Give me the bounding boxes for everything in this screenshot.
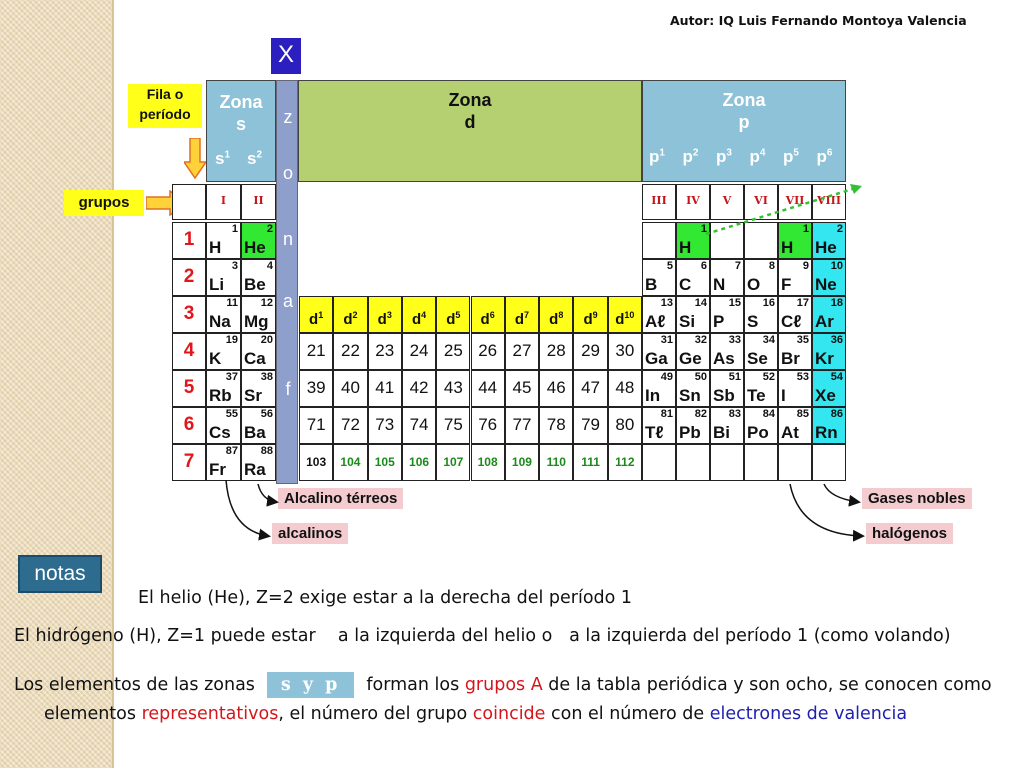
atomic-number: 78 (546, 415, 566, 434)
atomic-number: 21 (306, 341, 326, 360)
atomic-number: 106 (409, 455, 430, 469)
atomic-number: 105 (374, 455, 395, 469)
zone-s-header (206, 80, 276, 182)
fila-periodo-callout: Fila o período (128, 84, 202, 128)
element-cell (778, 259, 812, 296)
d-sublevel-header: $d^9$ (573, 296, 607, 333)
element-cell (744, 296, 778, 333)
group-number: I (220, 194, 227, 207)
element-cell (241, 222, 276, 259)
atomic-number: 48 (615, 378, 635, 397)
atomic-number: 9 (802, 260, 809, 272)
element-symbol: Kr (815, 349, 834, 368)
element-symbol: Na (209, 312, 231, 331)
period-number: 1 (183, 229, 195, 250)
period-number: 7 (183, 451, 195, 472)
atomic-number: 110 (546, 455, 566, 469)
atomic-number: 26 (478, 341, 498, 360)
halogenos-label: halógenos (866, 523, 953, 544)
element-symbol: S (747, 312, 759, 331)
atomic-number: 1 (802, 223, 809, 235)
zone-s-letter: s (235, 114, 246, 134)
group-number: VIII (817, 194, 841, 207)
atomic-number: 4 (266, 260, 273, 272)
element-symbol: In (645, 386, 661, 405)
element-symbol: Li (209, 275, 225, 294)
d-sublevel-header: $d^7$ (505, 296, 539, 333)
atomic-number: 32 (694, 334, 707, 346)
zone-f-strip (276, 80, 298, 484)
atomic-number: 31 (660, 334, 673, 346)
atomic-number: 25 (443, 341, 463, 360)
zone-f-letter: n (282, 229, 293, 249)
element-symbol: F (781, 275, 792, 294)
note-helium: El helio (He), Z=2 exige estar a la derecha del período 1 (138, 588, 633, 608)
element-cell (241, 259, 276, 296)
atomic-number: 112 (615, 455, 635, 469)
period-number: 2 (183, 266, 195, 287)
element-symbol: Xe (815, 386, 836, 405)
atomic-number: 39 (306, 378, 326, 397)
element-symbol: Te (747, 386, 766, 405)
d-sublevel-header: $d^8$ (539, 296, 573, 333)
element-cell (642, 370, 676, 407)
element-cell (206, 407, 241, 444)
atomic-number: 19 (225, 334, 238, 346)
d-sublevel-header: $d^5$ (436, 296, 470, 333)
note-valence: elementos representativos, el número del grupo coincide con el número de electrones de valencia (44, 704, 908, 724)
atomic-number: 18 (830, 297, 843, 309)
element-cell (642, 296, 676, 333)
element-cell (744, 259, 778, 296)
element-symbol: Aℓ (645, 312, 666, 331)
element-cell (710, 296, 744, 333)
down-arrow-icon (184, 138, 206, 180)
s1-label: $s^1$ (215, 149, 231, 168)
grupos-callout: grupos (64, 190, 144, 216)
atomic-number: 34 (762, 334, 775, 346)
zone-p-letter: p (738, 112, 750, 132)
element-symbol: Mg (244, 312, 269, 331)
element-symbol: At (781, 423, 799, 442)
atomic-number: 47 (581, 378, 600, 397)
atomic-number: 50 (694, 371, 707, 383)
element-cell (206, 370, 241, 407)
element-cell (642, 333, 676, 370)
corner-cell (172, 184, 206, 220)
alcalinos-label: alcalinos (272, 523, 348, 544)
atomic-number: 56 (260, 408, 273, 420)
atomic-number: 41 (375, 378, 395, 397)
element-cell (744, 370, 778, 407)
p-sublevel-label: $p^4$ (749, 147, 766, 166)
atomic-number: 75 (443, 415, 463, 434)
element-cell (778, 370, 812, 407)
atomic-number: 24 (409, 341, 429, 360)
element-cell (241, 370, 276, 407)
alcalino-terreos-label: Alcalino térreos (278, 488, 403, 509)
group-number: V (722, 194, 732, 207)
atomic-number: 36 (830, 334, 843, 346)
element-symbol: H (781, 238, 794, 257)
element-symbol: P (713, 312, 725, 331)
zone-f-letter: z (283, 107, 293, 127)
atomic-number: 23 (375, 341, 395, 360)
element-symbol: O (747, 275, 761, 294)
element-cell (241, 407, 276, 444)
element-symbol: Rb (209, 386, 232, 405)
d-sublevel-header: $d^6$ (471, 296, 505, 333)
element-cell (206, 259, 241, 296)
atomic-number: 81 (660, 408, 673, 420)
atomic-number: 52 (762, 371, 775, 383)
element-cell (676, 296, 710, 333)
element-cell (206, 333, 241, 370)
element-cell (812, 259, 846, 296)
group-number: VII (785, 194, 805, 207)
atomic-number: 54 (830, 371, 843, 383)
s2-label: $s^2$ (247, 149, 263, 168)
group-number: VI (754, 194, 768, 207)
element-cell (778, 296, 812, 333)
atomic-number: 27 (512, 341, 532, 360)
element-symbol: Po (747, 423, 769, 442)
zone-p-title: Zona (722, 90, 766, 110)
atomic-number: 79 (581, 415, 600, 434)
period-number: 5 (183, 377, 195, 398)
element-symbol: B (645, 275, 658, 294)
element-symbol: Si (679, 312, 696, 331)
atomic-number: 77 (512, 415, 532, 434)
atomic-number: 45 (512, 378, 532, 397)
element-cell (812, 333, 846, 370)
element-symbol: Br (781, 349, 800, 368)
atomic-number: 111 (581, 455, 600, 469)
zone-p-header (642, 80, 846, 182)
atomic-number: 42 (409, 378, 429, 397)
atomic-number: 87 (225, 445, 238, 457)
atomic-number: 10 (830, 260, 843, 272)
atomic-number: 107 (443, 455, 464, 469)
atomic-number: 49 (660, 371, 673, 383)
zone-f-letter: a (282, 291, 293, 311)
atomic-number: 55 (225, 408, 238, 420)
atomic-number: 1 (231, 223, 238, 235)
element-symbol: Ba (244, 423, 266, 442)
atomic-number: 51 (728, 371, 741, 383)
element-symbol: Tℓ (645, 423, 664, 442)
atomic-number: 53 (796, 371, 809, 383)
zone-s-title: Zona (219, 92, 263, 112)
atomic-number: 6 (700, 260, 707, 272)
atomic-number: 5 (666, 260, 673, 272)
atomic-number: 104 (340, 455, 361, 469)
atomic-number: 29 (581, 341, 600, 360)
atomic-number: 80 (615, 415, 635, 434)
element-symbol: Fr (209, 460, 226, 479)
period-number: 3 (183, 303, 195, 324)
atomic-number: 14 (694, 297, 707, 309)
atomic-number: 109 (511, 455, 532, 469)
element-symbol: Pb (679, 423, 701, 442)
element-cell (676, 333, 710, 370)
element-cell (778, 407, 812, 444)
element-cell (744, 407, 778, 444)
element-symbol: Ca (244, 349, 266, 368)
zone-f-letter: f (285, 379, 291, 399)
atomic-number: 8 (768, 260, 775, 272)
element-symbol: Se (747, 349, 768, 368)
atomic-number: 38 (260, 371, 273, 383)
element-symbol: Sr (244, 386, 262, 405)
atomic-number: 30 (615, 341, 635, 360)
note-representative: Los elementos de las zonas s y p forman los grupos A de la tabla periódica y son ocho, se conocen como (14, 672, 992, 698)
element-symbol: Bi (713, 423, 730, 442)
atomic-number: 35 (796, 334, 809, 346)
element-cell (812, 296, 846, 333)
author-credit: Autor: IQ Luis Fernando Montoya Valencia (670, 13, 967, 28)
element-cell (206, 222, 241, 259)
element-symbol: Ra (244, 460, 266, 479)
sidebar-edge (112, 0, 114, 768)
element-cell (812, 407, 846, 444)
gases-nobles-label: Gases nobles (862, 488, 972, 509)
zone-f-letter: o (282, 163, 293, 183)
element-symbol: As (713, 349, 735, 368)
atomic-number: 73 (375, 415, 395, 434)
atomic-number: 108 (477, 455, 498, 469)
p-sublevel-label: $p^3$ (716, 147, 732, 166)
element-symbol: Cℓ (781, 312, 802, 331)
element-cell (642, 259, 676, 296)
atomic-number: 83 (728, 408, 741, 420)
element-symbol: H (679, 238, 692, 257)
atomic-number: 71 (306, 415, 326, 434)
atomic-number: 40 (340, 378, 360, 397)
element-symbol: I (781, 386, 786, 405)
atomic-number: 46 (546, 378, 566, 397)
atomic-number: 72 (340, 415, 360, 434)
atomic-number: 28 (546, 341, 566, 360)
atomic-number: 85 (796, 408, 809, 420)
element-symbol: Ne (815, 275, 837, 294)
element-cell (710, 407, 744, 444)
element-cell (710, 333, 744, 370)
element-symbol: Sn (679, 386, 701, 405)
atomic-number: 44 (478, 378, 498, 397)
element-cell (778, 333, 812, 370)
element-symbol: Cs (209, 423, 231, 442)
hydrogen-move-arrow (700, 180, 870, 240)
element-symbol: Rn (815, 423, 838, 442)
element-symbol: He (815, 238, 837, 257)
atomic-number: 20 (260, 334, 273, 346)
atomic-number: 33 (728, 334, 741, 346)
atomic-number: 37 (225, 371, 238, 383)
atomic-number: 16 (762, 297, 775, 309)
element-cell (676, 407, 710, 444)
d-sublevel-header: $d^4$ (402, 296, 436, 333)
element-cell (206, 296, 241, 333)
element-cell (744, 333, 778, 370)
linen-sidebar (0, 0, 112, 768)
element-symbol: He (244, 238, 266, 257)
atomic-number: 11 (226, 297, 238, 309)
element-cell (812, 370, 846, 407)
zone-d-title: Zona (448, 90, 492, 110)
period-number: 6 (183, 414, 195, 435)
notas-button[interactable]: notas (18, 555, 102, 593)
atomic-number: 22 (340, 341, 360, 360)
atomic-number: 3 (231, 260, 238, 272)
p-sublevel-label: $p^1$ (649, 147, 665, 166)
group-number: III (651, 194, 667, 207)
atomic-number: 2 (266, 223, 273, 235)
p-sublevel-label: $p^5$ (783, 147, 799, 166)
element-cell (710, 370, 744, 407)
element-symbol: N (713, 275, 726, 294)
d-sublevel-header: $d^2$ (333, 296, 367, 333)
element-cell (710, 259, 744, 296)
atomic-number: 7 (734, 260, 741, 272)
group-pointer-arrows (210, 470, 870, 550)
atomic-number: 2 (836, 223, 843, 235)
element-cell (241, 296, 276, 333)
element-symbol: Ge (679, 349, 702, 368)
atomic-number: 17 (796, 297, 809, 309)
zone-d-letter: d (464, 112, 476, 132)
element-symbol: K (209, 349, 222, 368)
element-symbol: C (679, 275, 692, 294)
atomic-number: 88 (260, 445, 273, 457)
d-sublevel-header: $d^1$ (299, 296, 333, 333)
element-symbol: Ga (645, 349, 668, 368)
atomic-number: 76 (478, 415, 498, 434)
element-symbol: Ar (815, 312, 834, 331)
atomic-number: 103 (306, 455, 327, 469)
note-hydrogen: El hidrógeno (H), Z=1 puede estar a la izquierda del helio o a la izquierda del período 1 (como volando) (14, 626, 951, 646)
atomic-number: 12 (260, 297, 273, 309)
p-sublevel-label: $p^6$ (816, 147, 833, 166)
d-sublevel-header: $d^{10}$ (608, 296, 642, 333)
element-cell (676, 370, 710, 407)
atomic-number: 82 (694, 408, 707, 420)
empty-cell (642, 222, 676, 259)
atomic-number: 74 (409, 415, 429, 434)
p-sublevel-label: $p^2$ (682, 147, 699, 166)
atomic-number: 1 (700, 223, 707, 235)
close-icon[interactable]: X (271, 38, 301, 74)
group-number: II (253, 194, 264, 207)
syp-badge: s y p (267, 672, 354, 698)
atomic-number: 15 (728, 297, 741, 309)
d-sublevel-header: $d^3$ (368, 296, 402, 333)
element-cell (241, 333, 276, 370)
element-symbol: H (209, 238, 222, 257)
element-symbol: Be (244, 275, 266, 294)
atomic-number: 13 (660, 297, 673, 309)
element-cell (676, 259, 710, 296)
period-number: 4 (183, 340, 195, 361)
atomic-number: 84 (762, 408, 775, 420)
atomic-number: 86 (830, 408, 843, 420)
element-symbol: Sb (713, 386, 735, 405)
zone-d-header (298, 80, 642, 182)
group-number: IV (686, 194, 700, 207)
atomic-number: 43 (443, 378, 463, 397)
element-cell (642, 407, 676, 444)
